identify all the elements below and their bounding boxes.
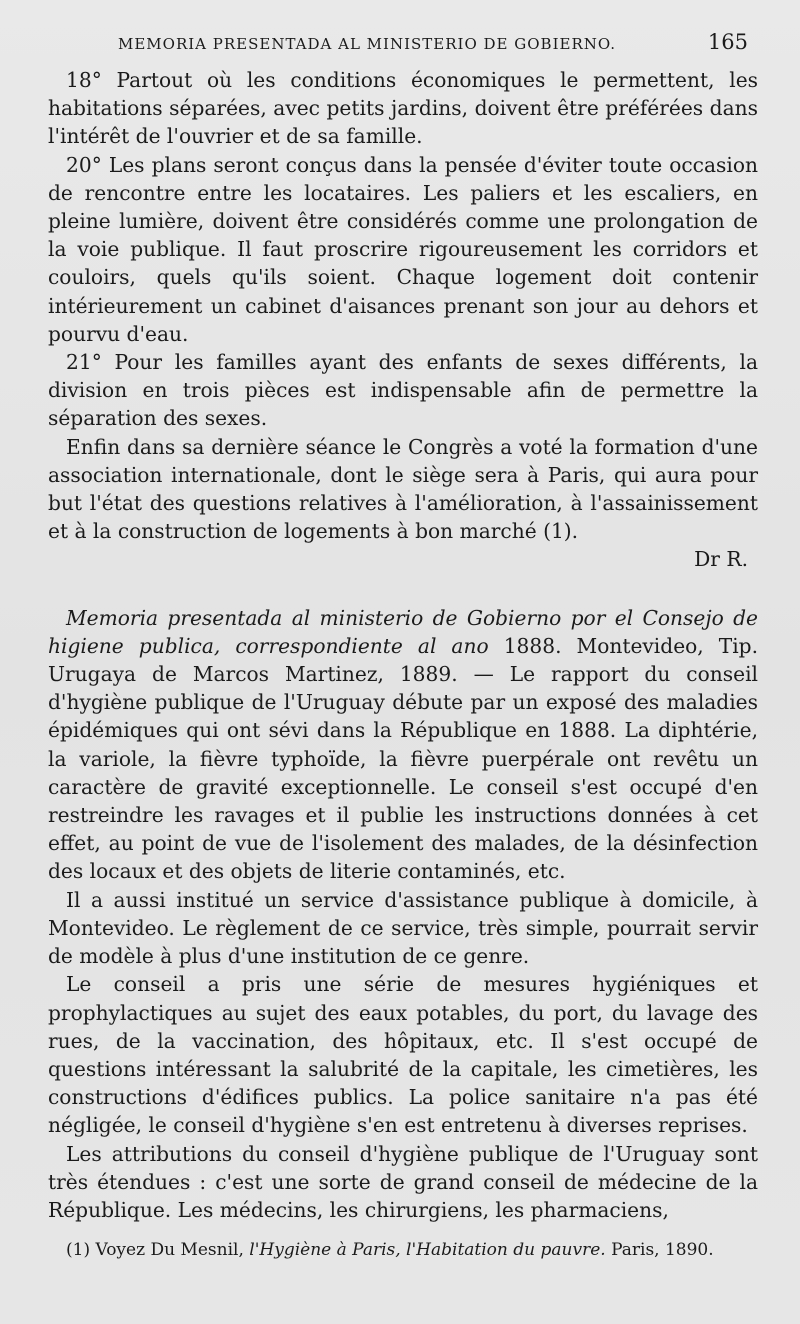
paragraph-mesures: Le conseil a pris une série de mesures hygiéniques et prophylactiques au sujet des eaux potables, du port, du lavage des rues, de la vaccination, des hôpitaux, etc. Il s'est occupé de questions intéressant la salubrité de la capitale, les cimetières, les constructions d'édifices publics. La police sanitaire n'a pas été négligée, le conseil d'hygiène s'en est entretenu à diverses reprises. <box>48 972 758 1138</box>
footnote <box>48 1238 758 1263</box>
signature: Dr R. <box>694 547 748 572</box>
paragraph-assistance: Il a aussi institué un service d'assistance publique à domicile, à Montevideo. Le règlement de ce service, très simple, pourrait servir de modèle à plus d'une institution de ce genre. <box>48 887 758 969</box>
running-title: MEMORIA PRESENTADA AL MINISTERIO DE GOBIERNO. <box>118 35 617 53</box>
footnote-italic: l'Hygiène à Paris, l'Habitation du pauvre. <box>249 1240 606 1260</box>
paragraph-enfin: Enfin dans sa dernière séance le Congrès a voté la formation d'une association internationale, dont le siège sera à Paris, qui aura pour but l'état des questions relatives à l'amélioration, à l'assainissement et à la construction de logements à bon marché (1). <box>48 434 758 544</box>
section-gap <box>48 574 758 604</box>
paragraph-18: 18° Partout où les conditions économiques le permettent, les habitations séparées, avec petits jardins, doivent être préférées dans l'intérêt de l'ouvrier et de sa famille. <box>48 68 758 149</box>
footnote-suffix: Paris, 1890. <box>611 1240 714 1260</box>
paragraph-attributions: Les attributions du conseil d'hygiène publique de l'Uruguay sont très étendues : c'est une sorte de grand conseil de médecine de la République. Les médecins, les chirurgiens, les pharmaciens, <box>48 1141 758 1222</box>
running-header <box>48 30 758 66</box>
footnote-prefix: (1) Voyez Du Mesnil, <box>66 1240 244 1260</box>
review-paragraph <box>48 604 758 886</box>
page-number: 165 <box>707 30 748 54</box>
paragraph-20: 20° Les plans seront conçus dans la pensée d'éviter toute occasion de rencontre entre les locataires. Les paliers et les escaliers, en pleine lumière, doivent être considérés comme une prolongation de la voie publique. Il faut proscrire rigoureusement les corridors et couloirs, quels qu'ils soient. Chaque logement doit contenir intérieurement un cabinet d'aisances prenant son jour au dehors et pourvu d'eau. <box>48 152 758 346</box>
paragraph-21: 21° Pour les familles ayant des enfants de sexes différents, la division en trois pièces est indispensable afin de permettre la séparation des sexes. <box>48 350 758 431</box>
review-title: Memoria presentada al ministerio de Gobierno por el Consejo de higiene publica, correspondiente al ano <box>48 605 758 658</box>
main-text <box>48 66 758 1224</box>
review-text: 1888. Montevideo, Tip. Urugaya de Marcos Martinez, 1889. — Le rapport du conseil d'hygiène publique de l'Uruguay débute par un exposé des maladies épidémiques qui ont sévi dans la République en 1888. La diphtérie, la variole, la fièvre typhoïde, la fièvre puerpérale ont revêtu un caractère de gravité exceptionnelle. Le conseil s'est occupé d'en restreindre les ravages et il publie les instructions données à cet effet, au point de vue de l'isolement des malades, de la désinfection des locaux et des objets de literie contaminés, etc. <box>48 633 759 884</box>
